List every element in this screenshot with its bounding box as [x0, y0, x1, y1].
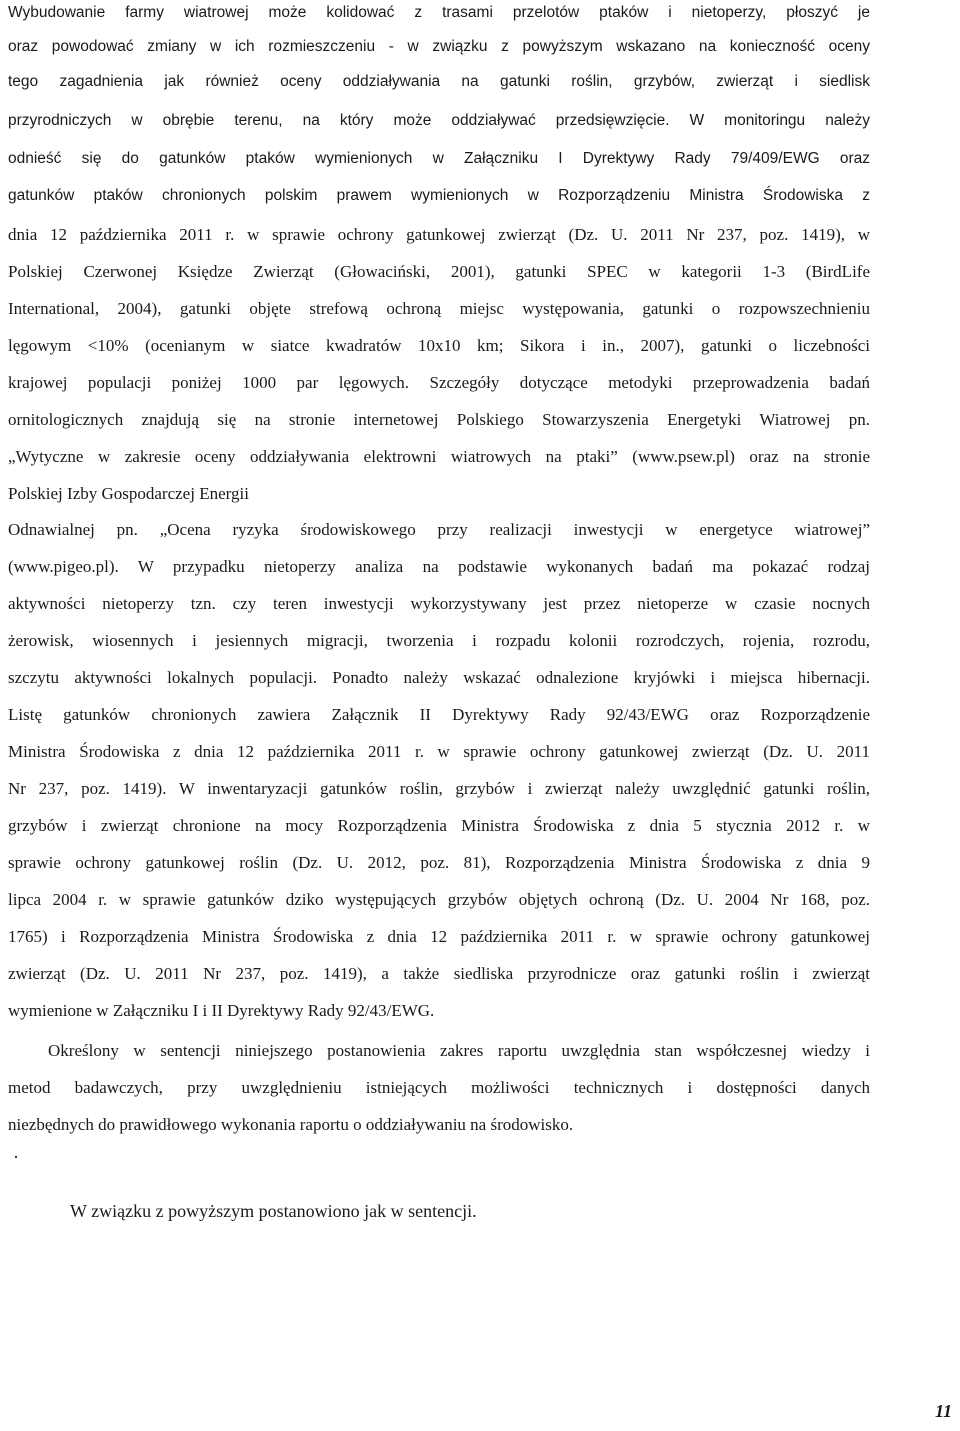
paragraph-line: Polskiej Czerwonej Księdze Zwierząt (Głowaciński, 2001), gatunki SPEC w kategorii 1-3 (BirdLife: [8, 262, 870, 281]
paragraph-line: przyrodniczych w obrębie terenu, na który może oddziaływać przedsięwzięcie. W monitoringu należy: [8, 112, 870, 129]
paragraph-line: Wybudowanie farmy wiatrowej może kolidować z trasami przelotów ptaków i nietoperzy, płoszyć je: [8, 4, 870, 21]
paragraph-line: „Wytyczne w zakresie oceny oddziaływania elektrowni wiatrowych na ptaki” (www.psew.pl) oraz na stronie: [8, 447, 870, 466]
paragraph-line: ornitologicznych znajdują się na stronie internetowej Polskiego Stowarzyszenia Energetyki Wiatrowej pn.: [8, 410, 870, 429]
paragraph-line: dnia 12 października 2011 r. w sprawie ochrony gatunkowej zwierząt (Dz. U. 2011 Nr 237, poz. 1419), w: [8, 225, 870, 244]
paragraph-line: tego zagadnienia jak również oceny oddziaływania na gatunki roślin, grzybów, zwierząt i siedlisk: [8, 73, 870, 90]
paragraph-line: Odnawialnej pn. „Ocena ryzyka środowiskowego przy realizacji inwestycji w energetyce wiatrowej”: [8, 520, 870, 539]
paragraph-line: aktywności nietoperzy tzn. czy teren inwestycji wykorzystywany jest przez nietoperze w czasie nocnych: [8, 594, 870, 613]
paragraph-line: Ministra Środowiska z dnia 12 października 2011 r. w sprawie ochrony gatunkowej zwierząt (Dz. U. 2011: [8, 742, 870, 761]
paragraph-line: szczytu aktywności lokalnych populacji. Ponadto należy wskazać odnalezione kryjówki i miejsca hibernacji.: [8, 668, 870, 687]
paragraph-line: lipca 2004 r. w sprawie gatunków dziko występujących grzybów objętych ochroną (Dz. U. 2004 Nr 168, poz.: [8, 890, 870, 909]
paragraph-line: zwierząt (Dz. U. 2011 Nr 237, poz. 1419), a także siedliska przyrodnicze oraz gatunki roślin i zwierząt: [8, 964, 870, 983]
paragraph-line: Określony w sentencji niniejszego postanowienia zakres raportu uwzględnia stan współczesnej wiedzy i: [48, 1041, 870, 1060]
paragraph-line: Listę gatunków chronionych zawiera Załącznik II Dyrektywy Rady 92/43/EWG oraz Rozporządzenie: [8, 705, 870, 724]
paragraph-line: wymienione w Załączniku I i II Dyrektywy Rady 92/43/EWG.: [8, 1001, 435, 1020]
paragraph-line: Nr 237, poz. 1419). W inwentaryzacji gatunków roślin, grzybów i zwierząt należy uwzględnić gatunki roślin,: [8, 779, 870, 798]
paragraph-line: niezbędnych do prawidłowego wykonania raportu o oddziaływaniu na środowisko.: [8, 1115, 574, 1134]
closing-statement: W związku z powyższym postanowiono jak w sentencji.: [70, 1201, 477, 1221]
paragraph-line: gatunków ptaków chronionych polskim prawem wymienionych w Rozporządzeniu Ministra Środowiska z: [8, 187, 870, 204]
paragraph-line: żerowisk, wiosennych i jesiennych migracji, tworzenia i rozpadu kolonii rozrodczych, rojenia, rozrodu,: [8, 631, 870, 650]
paragraph-line: lęgowym <10% (ocenianym w siatce kwadratów 10x10 km; Sikora i in., 2007), gatunki o liczebności: [8, 336, 870, 355]
paragraph-line: odnieść się do gatunków ptaków wymienionych w Załączniku I Dyrektywy Rady 79/409/EWG oraz: [8, 150, 870, 167]
paragraph-line: oraz powodować zmiany w ich rozmieszczeniu - w związku z powyższym wskazano na konieczność oceny: [8, 38, 870, 55]
paragraph-line: krajowej populacji poniżej 1000 par lęgowych. Szczegóły dotyczące metodyki przeprowadzenia badań: [8, 373, 870, 392]
paragraph-line: grzybów i zwierząt chronione na mocy Rozporządzenia Ministra Środowiska z dnia 5 stycznia 2012 r. w: [8, 816, 870, 835]
scan-speck: [15, 1156, 17, 1158]
paragraph-line: 1765) i Rozporządzenia Ministra Środowiska z dnia 12 października 2011 r. w sprawie ochrony gatunkowej: [8, 927, 870, 946]
page-number: 11: [935, 1401, 953, 1421]
paragraph-line: International, 2004), gatunki objęte strefową ochroną miejsc występowania, gatunki o rozpowszechnieniu: [8, 299, 870, 318]
paragraph-line: sprawie ochrony gatunkowej roślin (Dz. U. 2012, poz. 81), Rozporządzenia Ministra Środowiska z dnia 9: [8, 853, 870, 872]
paragraph-line: (www.pigeo.pl). W przypadku nietoperzy analiza na podstawie wykonanych badań ma pokazać rodzaj: [8, 557, 870, 576]
paragraph-line: metod badawczych, przy uwzględnieniu istniejących możliwości technicznych i dostępności danych: [8, 1078, 870, 1097]
paragraph-line: Polskiej Izby Gospodarczej Energii: [8, 484, 249, 503]
